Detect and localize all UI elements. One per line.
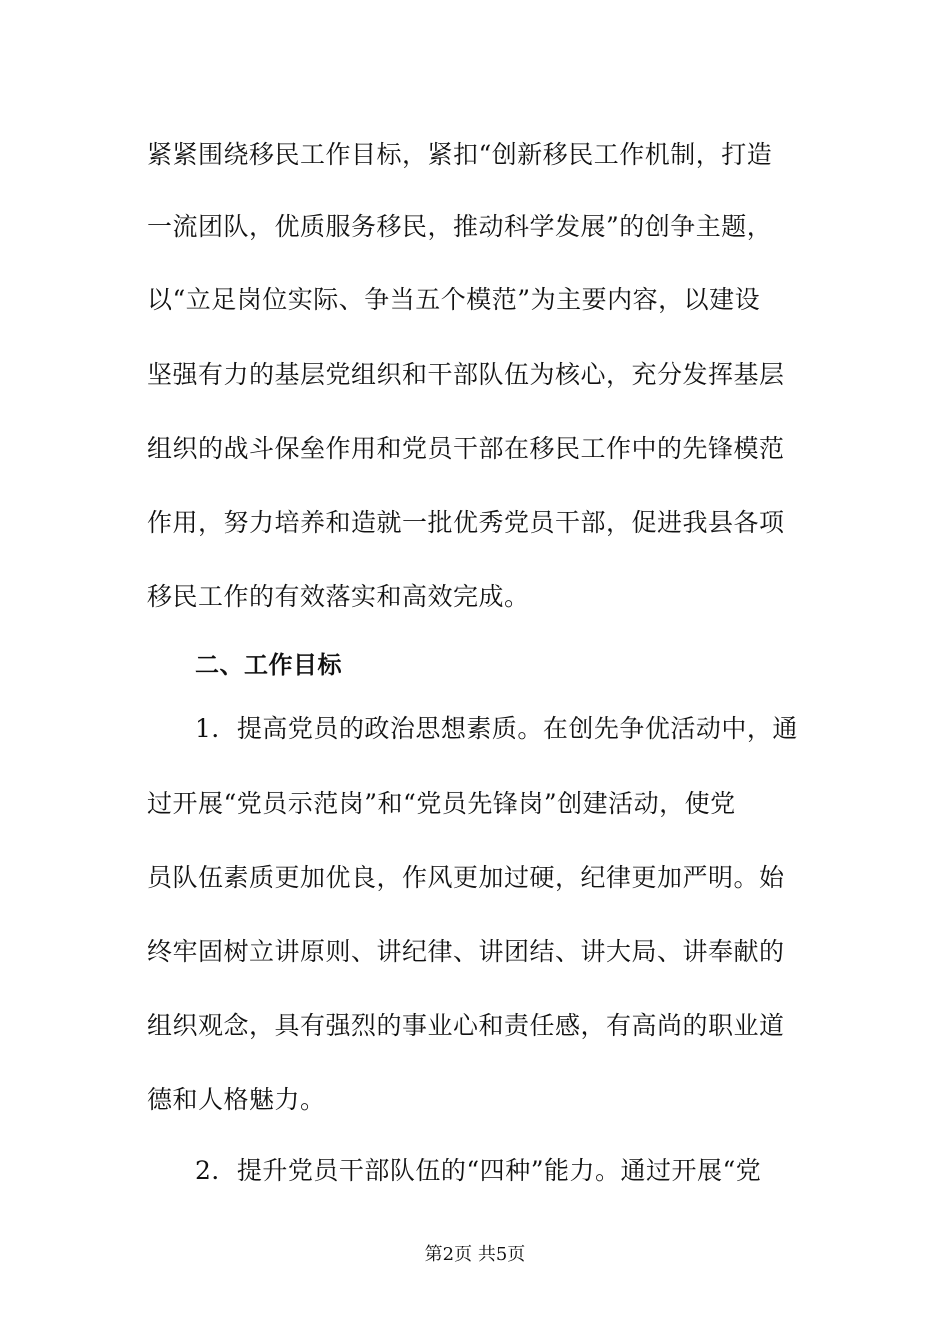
list-item-line: 终牢固树立讲原则、讲纪律、讲团结、讲大局、讲奉献的: [147, 937, 785, 966]
paragraph-line: 一流团队，优质服务移民，推动科学发展”的创争主题，: [147, 212, 773, 241]
list-item-line: 组织观念，具有强烈的事业心和责任感，有高尚的职业道: [147, 1011, 785, 1040]
paragraph-line: 坚强有力的基层党组织和干部队伍为核心，充分发挥基层: [147, 360, 785, 389]
list-item-line: 1．提高党员的政治思想素质。在创先争优活动中，通: [195, 714, 798, 743]
paragraph-line: 紧紧围绕移民工作目标，紧扣“创新移民工作机制，打造: [147, 140, 773, 169]
paragraph-line: 组织的战斗保垒作用和党员干部在移民工作中的先锋模范: [147, 434, 785, 463]
list-item-line: 员队伍素质更加优良，作风更加过硬，纪律更加严明。始: [147, 863, 785, 892]
page-number: 第2页 共5页: [424, 1244, 526, 1265]
paragraph-line: 以“立足岗位实际、争当五个模范”为主要内容，以建设: [147, 285, 761, 314]
paragraph-line: 作用，努力培养和造就一批优秀党员干部，促进我县各项: [147, 508, 785, 537]
section-heading: 二、工作目标: [195, 651, 342, 679]
list-item-line: 2．提升党员干部队伍的“四种”能力。通过开展“党: [195, 1156, 762, 1185]
list-item-line: 过开展“党员示范岗”和“党员先锋岗”创建活动，使党: [147, 789, 736, 818]
paragraph-line: 移民工作的有效落实和高效完成。: [147, 582, 530, 611]
list-item-line: 德和人格魅力。: [147, 1085, 326, 1114]
